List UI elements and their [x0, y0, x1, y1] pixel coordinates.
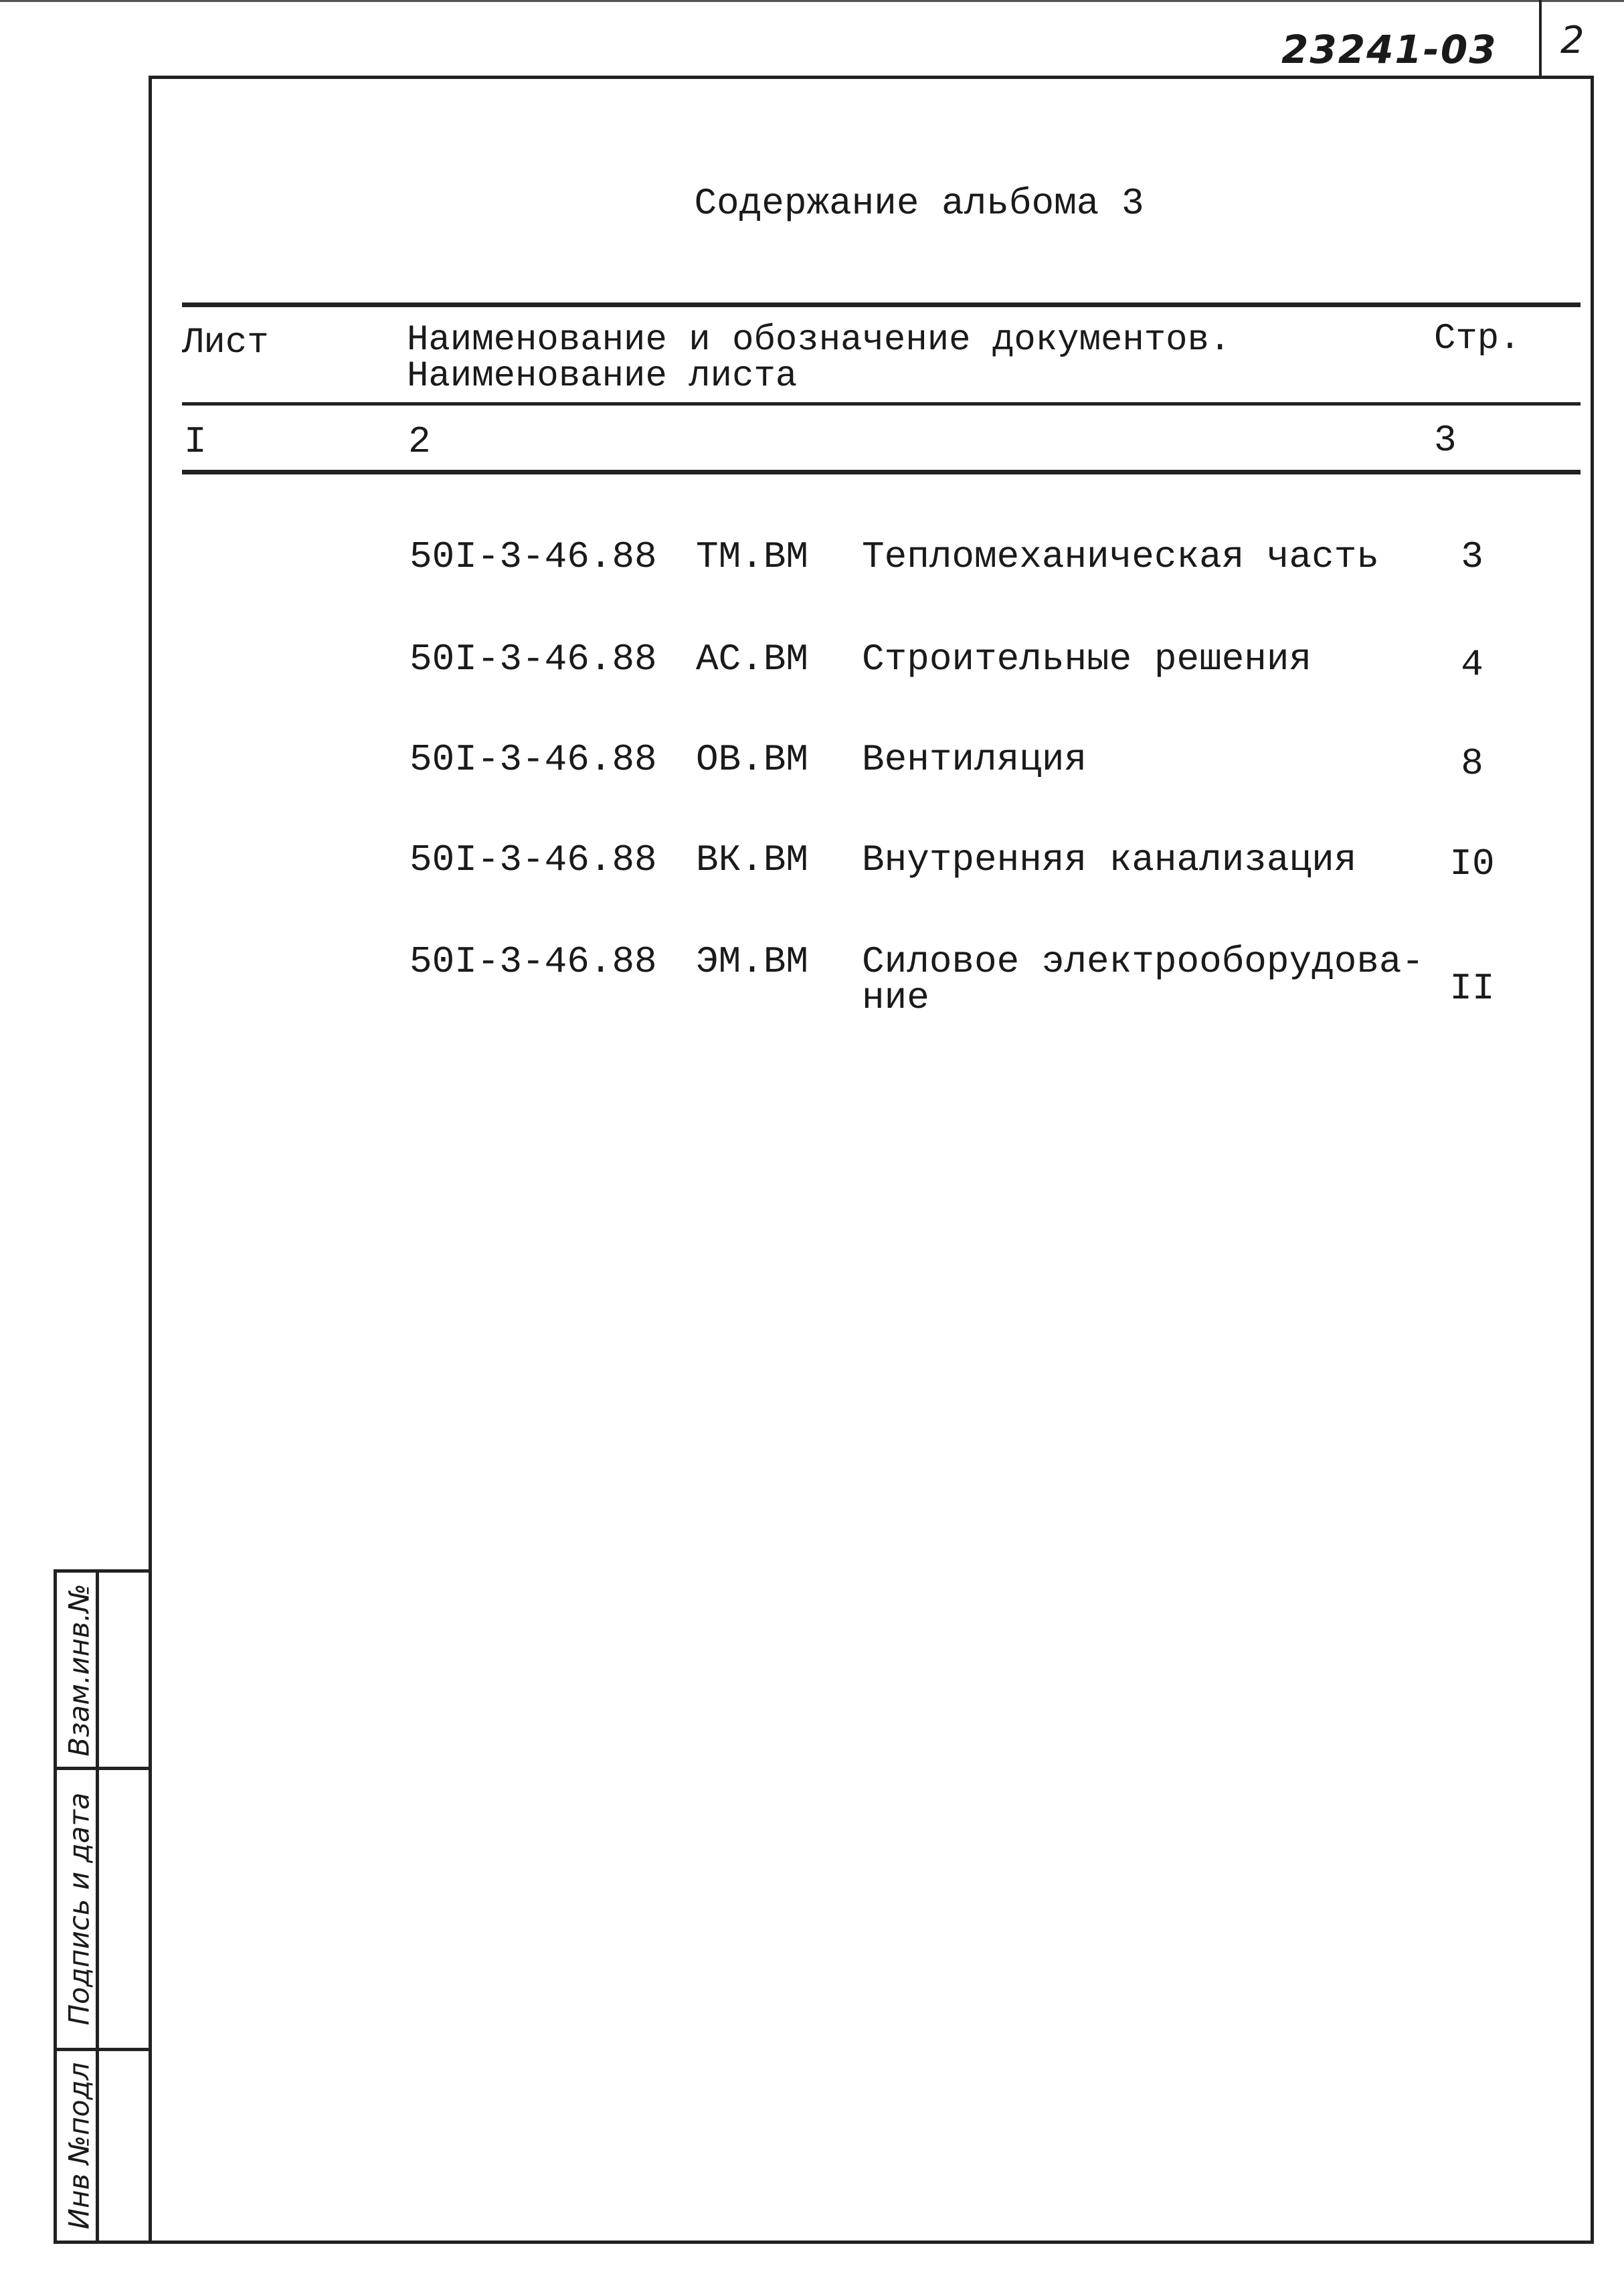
row-mark: ЭМ.ВМ	[696, 940, 809, 983]
page-number-divider	[1539, 0, 1542, 77]
stamp-label-inventory: Инв №подл	[62, 2062, 96, 2230]
column-number-2: 2	[408, 420, 431, 463]
row-name: Силовое электрооборудова- ние	[862, 940, 1425, 1019]
column-number-1: I	[184, 420, 207, 463]
row-page: II	[1449, 967, 1495, 1010]
row-mark: АС.ВМ	[696, 638, 809, 681]
page-title: Содержание альбома 3	[694, 182, 1144, 225]
row-page: I0	[1449, 843, 1495, 885]
row-mark: ВК.ВМ	[696, 839, 809, 881]
row-page: 3	[1461, 535, 1483, 578]
row-page: 4	[1461, 643, 1483, 686]
row-code: 50I-3-46.88	[410, 940, 657, 983]
row-name: Тепломеханическая часть	[862, 535, 1379, 578]
row-code: 50I-3-46.88	[410, 535, 657, 578]
page-number: 2	[1560, 19, 1585, 62]
top-border-line	[0, 0, 1624, 2]
row-page: 8	[1461, 742, 1483, 785]
stamp-column-divider	[96, 1569, 99, 2244]
row-name: Строительные решения	[862, 638, 1312, 681]
row-name: Внутренняя канализация	[862, 839, 1357, 881]
column-header-sheet: Лист	[182, 323, 269, 363]
header-divider-rule	[182, 402, 1581, 406]
row-mark: ОВ.ВМ	[696, 738, 809, 781]
column-header-name-line2: Наименование листа	[407, 356, 798, 397]
stamp-cell-inventory	[54, 2051, 149, 2244]
header-bottom-rule	[182, 470, 1581, 474]
stamp-label-signature-date: Подпись и дата	[62, 1792, 96, 2026]
table-row	[0, 638, 1624, 728]
row-code: 50I-3-46.88	[410, 638, 657, 681]
column-number-3: 3	[1434, 419, 1457, 462]
row-code: 50I-3-46.88	[410, 839, 657, 881]
drawing-frame	[149, 76, 1594, 2244]
stamp-cell-replacement	[54, 1569, 149, 1770]
column-header-name	[407, 320, 1231, 397]
document-number: 23241-03	[1281, 27, 1498, 72]
column-header-page: Стр.	[1434, 319, 1521, 359]
table-row	[0, 535, 1624, 626]
row-mark: ТМ.ВМ	[696, 535, 809, 578]
stamp-cell-signature	[54, 1770, 149, 2051]
table-row	[0, 940, 1624, 1031]
row-name: Вентиляция	[862, 738, 1087, 781]
table-row	[0, 738, 1624, 828]
stamp-label-replacement: Взам.инв.№	[62, 1583, 96, 1757]
row-code: 50I-3-46.88	[410, 738, 657, 781]
table-top-rule	[182, 302, 1581, 307]
table-row	[0, 839, 1624, 929]
column-header-name-line1: Наименование и обозначение документов.	[407, 320, 1231, 361]
